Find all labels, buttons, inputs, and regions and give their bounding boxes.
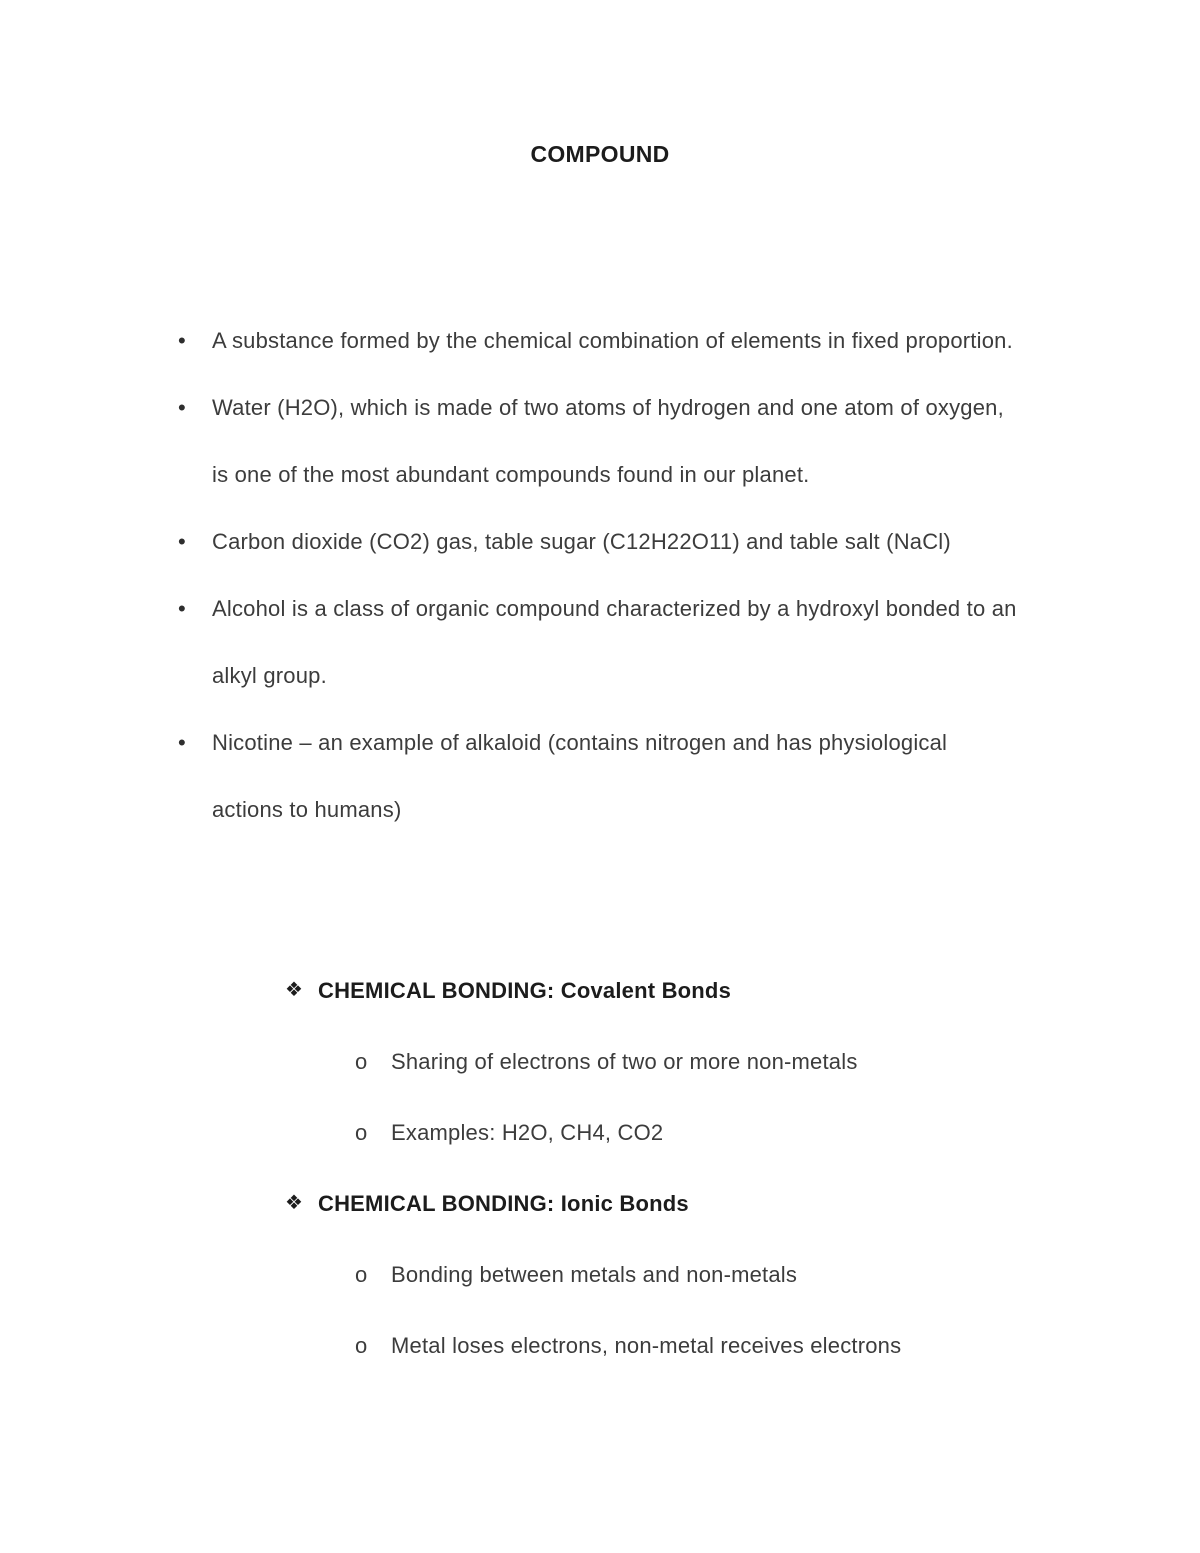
bullet-text-line: alkyl group. xyxy=(212,663,327,688)
bullet-text-line: Water (H2O), which is made of two atoms of hydrogen and one atom of oxygen, xyxy=(212,395,1004,420)
list-item-text: Examples: H2O, CH4, CO2 xyxy=(391,1120,664,1145)
bullet-text-line: Carbon dioxide (CO2) gas, table sugar (C12H22O11) and table salt (NaCl) xyxy=(212,529,951,554)
list-item xyxy=(355,1097,1200,1168)
circle-bullet-icon: o xyxy=(355,1333,368,1358)
diamond-bullet-icon: ❖ xyxy=(285,979,303,1001)
list-item xyxy=(355,1310,1200,1381)
list-item xyxy=(178,307,1200,374)
list-item xyxy=(355,1239,1200,1310)
list-item-text: Bonding between metals and non-metals xyxy=(391,1262,798,1287)
bullet-text-line: A substance formed by the chemical combination of elements in fixed proportion. xyxy=(212,328,1013,353)
circle-bullet-icon: o xyxy=(355,1262,368,1287)
chemical-bonding-section xyxy=(0,955,1200,1381)
list-item-text: Sharing of electrons of two or more non-metals xyxy=(391,1049,858,1074)
bullet-text xyxy=(212,374,1004,508)
list-item xyxy=(178,374,1200,508)
circle-bullet-icon: o xyxy=(355,1049,368,1074)
section-heading-ionic xyxy=(285,1168,1200,1239)
list-item xyxy=(178,575,1200,709)
bullet-icon: • xyxy=(178,529,186,554)
bullet-icon: • xyxy=(178,328,186,353)
bullet-text-line: is one of the most abundant compounds found in our planet. xyxy=(212,462,810,487)
diamond-bullet-icon: ❖ xyxy=(285,1192,303,1214)
bullet-text-line: Nicotine – an example of alkaloid (contains nitrogen and has physiological xyxy=(212,730,948,755)
bullet-icon: • xyxy=(178,730,186,755)
bullet-icon: • xyxy=(178,395,186,420)
bullet-text-line: actions to humans) xyxy=(212,797,402,822)
bullet-icon: • xyxy=(178,596,186,621)
section-heading-text: CHEMICAL BONDING: Covalent Bonds xyxy=(318,978,732,1003)
list-item-text: Metal loses electrons, non-metal receives electrons xyxy=(391,1333,902,1358)
circle-bullet-icon: o xyxy=(355,1120,368,1145)
section-heading-covalent xyxy=(285,955,1200,1026)
bullet-text xyxy=(212,575,1017,709)
list-item xyxy=(178,709,1200,843)
list-item xyxy=(355,1026,1200,1097)
list-item xyxy=(178,508,1200,575)
bullet-text xyxy=(212,307,1013,374)
page-title: COMPOUND xyxy=(530,141,670,167)
bullet-text xyxy=(212,709,947,843)
bullet-text xyxy=(212,508,951,575)
section-heading-text: CHEMICAL BONDING: Ionic Bonds xyxy=(318,1191,689,1216)
bullet-text-line: Alcohol is a class of organic compound characterized by a hydroxyl bonded to an xyxy=(212,596,1017,621)
bullet-list xyxy=(0,307,1200,843)
